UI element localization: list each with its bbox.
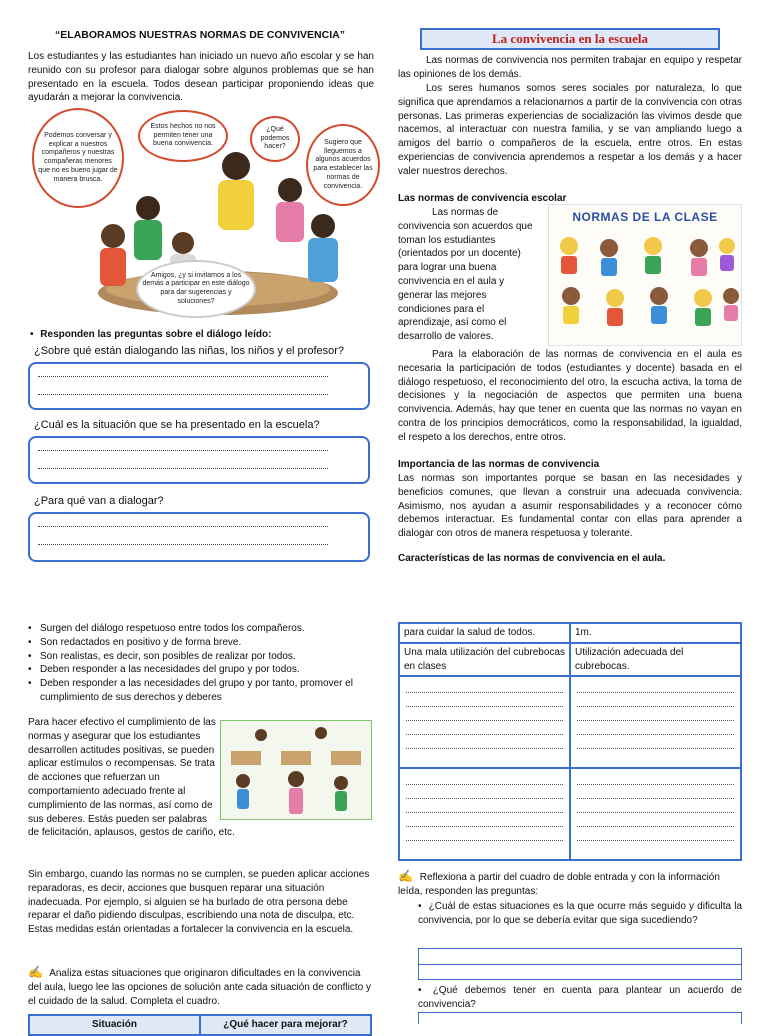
answer-cell[interactable]: [570, 676, 741, 768]
bubble-que-podemos: ¿Qué podemos hacer?: [250, 116, 300, 162]
estimulos-text-a: Para hacer efectivo el cumplimiento de las normas y asegurar que los estudiantes desarrollen actitudes positivas, se pueden aplicar estímulos o recompensas. Se trata de acciones que refuerzan un comportamiento adecuado frente al cumplimiento de las normas, así como de sus deberes. Estás pueden ser palabras de felicitación, aplausos, gestos de cariño, etc.: [28, 717, 235, 839]
heading-importancia: Importancia de las normas de convivencia: [398, 459, 600, 470]
table-cell: Utilización adecuada del cubrebocas.: [570, 643, 741, 677]
bubble-sugiero: Sugiero que lleguemos a algunos acuerdos para establecer las normas de convivencia.: [306, 124, 380, 206]
right-p3: Las normas de convivencia son acuerdos que toman los estudiantes (orientados por un docente) para lograr una buena convivencia en el aula y generar las mejores condiciones para el aprendizaje, así como el desarrollo de valores.: [398, 207, 533, 343]
bullet-icon: •: [30, 329, 34, 340]
situations-table: [28, 1014, 372, 1036]
bullet-icon: •: [418, 901, 422, 912]
bubble-podemos: Podemos conversar y explicar a nuestros compañeros y nuestras compañeras menores que no es bueno jugar de manera brusca.: [32, 108, 124, 208]
list-item: • Son realistas, es decir, son posibles de realizar por todos.: [28, 650, 374, 664]
list-item: • Surgen del diálogo respetuoso entre todos los compañeros.: [28, 622, 374, 636]
table-cell: 1m.: [570, 623, 741, 643]
answer-cell[interactable]: [570, 768, 741, 860]
poster-title: NORMAS DE LA CLASE: [572, 210, 718, 224]
question-3: ¿Para qué van a dialogar?: [34, 495, 164, 507]
normas-poster: [548, 204, 742, 346]
right-p1: Las normas de convivencia nos permiten trabajar en equipo y respetar las opiniones de los demás.: [398, 55, 742, 80]
right-p4: Para la elaboración de las normas de convivencia en el aula es necesaria la participación de todos (estudiantes y docente) basada en el diálogo respetuoso, el reconocimiento del otro, la escucha activa, la toma de decisiones y la negociación de aspectos que permiten una buena convivencia. Además, hay que tener en cuenta que las normas no vayan en contra de los principios democráticos, como la responsabilidad, la igualdad, el respeto a los derechos, entre otros.: [398, 349, 742, 443]
list-item: • Deben responder a las necesidades del grupo y por todos.: [28, 663, 374, 677]
bubble-estos-hechos: Estos hechos no nos permiten tener una buena convivencia.: [138, 110, 228, 162]
dialogue-illustration: [28, 108, 380, 320]
poster-drawings: [549, 226, 743, 342]
classroom-illustration: [220, 720, 372, 820]
heading-normas-escolar: Las normas de convivencia escolar: [398, 193, 567, 204]
characteristics-list: [28, 622, 374, 705]
activity-instructions: ✍ Analiza estas situaciones que originaron dificultades en la convivencia del aula, luego lee las opciones de solución ante cada situación de conflicto y el cuidado de la salud. Completa el cuadro.: [28, 965, 372, 1007]
reflect-instructions: ✍ Reflexiona a partir del cuadro de doble entrada y con la información leída, responden las preguntas:: [398, 869, 720, 897]
answer-box-1[interactable]: [28, 362, 370, 410]
left-intro: Los estudiantes y las estudiantes han iniciado un nuevo año escolar y se han reunido con su profesor para dialogar sobre algunos problemas que se han presentado en la escuela. Todos desean participar proponiendo ideas que ayudarán a mejorar la convivencia.: [28, 51, 374, 104]
table-row: [399, 768, 741, 860]
question-2: ¿Cuál es la situación que se ha presentado en la escuela?: [34, 419, 320, 431]
pencil-hand-icon: ✍: [28, 965, 43, 979]
right-p5: Las normas son importantes porque se basan en las necesidades y beneficios comunes, que llevan a construir una adecuada convivencia. Asimismo, nos ayudan a asumir responsabilidades y a reconocer cómo debemos interactuar. Es fundamental contar con ellas para aprender a dialogar con otros de manera respetuosa y tolerante.: [398, 473, 742, 540]
bullet-icon: •: [418, 985, 422, 996]
table-row: [399, 643, 741, 677]
table-header-mejorar: ¿Qué hacer para mejorar?: [200, 1015, 371, 1035]
reflect-question-1: • ¿Cuál de estas situaciones es la que ocurre más seguido y dificulta la convivencia, por lo que se debería evitar que siga sucediendo?: [418, 901, 742, 926]
answer-box-3[interactable]: [28, 512, 370, 562]
answer-field-q2[interactable]: [418, 1012, 742, 1024]
list-item: • Son redactados en positivo y de forma breve.: [28, 636, 374, 650]
table-header-situacion: Situación: [29, 1015, 200, 1035]
students-masks-drawing: [221, 721, 373, 821]
pencil-hand-icon: ✍: [398, 869, 413, 883]
answer-box-2[interactable]: [28, 436, 370, 484]
answer-cell[interactable]: [399, 676, 570, 768]
table-cell: Una mala utilización del cubrebocas en clases: [399, 643, 570, 677]
question-1: ¿Sobre qué están dialogando las niñas, los niños y el profesor?: [34, 345, 345, 357]
reparadoras-text: Sin embargo, cuando las normas no se cumplen, se pueden aplicar acciones reparadoras, es decir, acciones que busquen reparar una situación inadecuada. Por ejemplo, si alguien se ha burlado de otra persona debe reparar el daño pidiendo disculpas, escribiendo una nota de disculpa, etc. Estas medidas están orientadas a fortalecer la convivencia en la escuela.: [28, 869, 370, 936]
left-title: “ELABORAMOS NUESTRAS NORMAS DE CONVIVENCIA”: [55, 29, 345, 41]
table-row: [399, 676, 741, 768]
table-row: [399, 623, 741, 643]
list-item: • Deben responder a las necesidades del grupo y por tanto, promover el cumplimiento de sus derechos y deberes: [28, 677, 374, 705]
questions-header: • Responden las preguntas sobre el diálogo leído:: [30, 329, 272, 340]
right-title: La convivencia en la escuela: [420, 28, 720, 50]
reflect-question-2: • ¿Qué debemos tener en cuenta para plantear un acuerdo de convivencia?: [418, 985, 742, 1010]
answer-field-q1[interactable]: [418, 948, 742, 980]
situations-table-continued: [398, 622, 742, 861]
bubble-amigos: Amigos, ¿y si invitamos a los demás a participar en este diálogo para dar sugerencias y soluciones?: [136, 260, 256, 318]
heading-caracteristicas: Características de las normas de convivencia en el aula.: [398, 553, 666, 564]
answer-cell[interactable]: [399, 768, 570, 860]
right-p2: Los seres humanos somos seres sociales por naturaleza, lo que significa que aprendamos a relacionarnos a partir de la convivencia con otras personas. Las primeras experiencias de socialización las vivimos desde que nacemos, al interactuar con nuestra familia, y se van ampliando luego a amigos del barrio o compañeros de la escuela, entre otros. En estas experiencias de convivencia aprendemos a respetar a los demás y a hacer valer nuestros derechos.: [398, 83, 742, 177]
table-cell: para cuidar la salud de todos.: [399, 623, 570, 643]
